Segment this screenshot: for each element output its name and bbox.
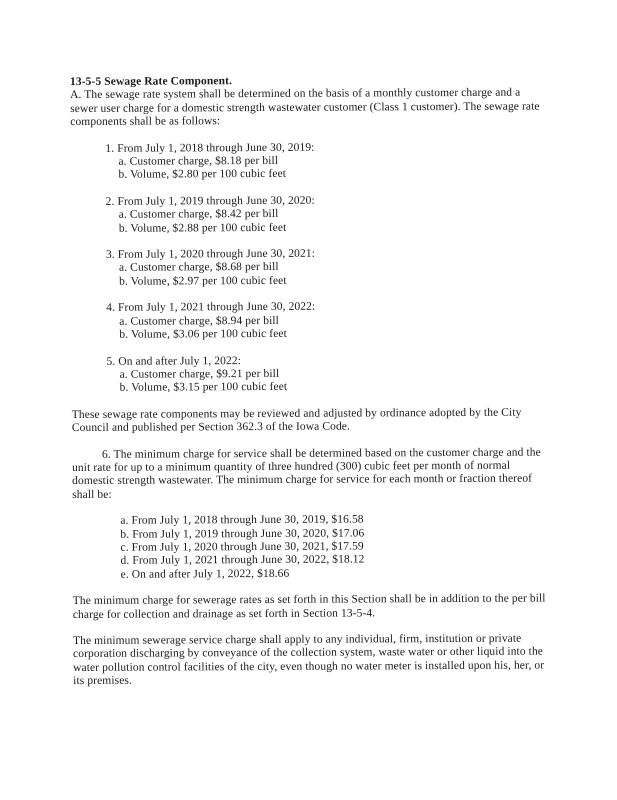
rate-period-block	[71, 193, 550, 236]
rate-period-item: a. Customer charge, $9.21 per bill	[119, 367, 280, 381]
minimum-charge-item: e. On and after July 1, 2022, $18.66	[120, 567, 290, 581]
rate-period-label: 4. From July 1, 2021 through June 30, 2022:	[106, 301, 316, 315]
document-content	[70, 73, 552, 701]
minimum-charge-item: a. From July 1, 2018 through June 30, 2019, $16.58	[120, 513, 364, 527]
rate-period-item: b. Volume, $2.80 per 100 cubic feet	[118, 168, 287, 182]
rate-period-item: b. Volume, $3.06 per 100 cubic feet	[119, 327, 287, 341]
minimum-charge-paragraph: 6. The minimum charge for service shall be determined based on the customer charge and the unit rate for up to a minimum quantity of three hundred (300) cubic feet per month of normal domestic strength wastewater. The minimum charge for service for each month or fraction thereof shall be:	[72, 446, 541, 501]
rate-period-block	[71, 353, 550, 396]
rate-period-block	[70, 140, 549, 183]
rate-period-label: 1. From July 1, 2018 through June 30, 2019:	[105, 141, 315, 155]
rate-period-item: a. Customer charge, $8.94 per bill	[119, 314, 280, 328]
review-paragraph: These sewage rate components may be reviewed and adjusted by ordinance adopted by the City Council and published per Section 362.3 of the Iowa Code.	[71, 406, 522, 435]
rate-period-item: b. Volume, $2.97 per 100 cubic feet	[119, 274, 287, 288]
minimum-charge-item: c. From July 1, 2020 through June 30, 2021, $17.59	[120, 540, 364, 554]
rate-period-label: 5. On and after July 1, 2022:	[106, 354, 242, 368]
minimum-charge-item: b. From July 1, 2019 through June 30, 2020, $17.06	[120, 527, 365, 541]
rate-period-block	[71, 300, 550, 343]
rate-period-label: 3. From July 1, 2020 through June 30, 2021:	[105, 247, 316, 261]
minimum-charge-item: d. From July 1, 2021 through June 30, 2022, $18.12	[120, 553, 365, 568]
rate-period-item: a. Customer charge, $8.42 per bill	[118, 208, 279, 221]
closing-paragraph: The minimum sewerage service charge shall apply to any individual, firm, institution or private corporation discharging by conveyance of the collection system, waste water or other liquid into the water pollution control facilities of the city, even though no water meter is installed upon his, her, or its premises.	[72, 632, 545, 688]
rate-period-label: 2. From July 1, 2019 through June 30, 2020:	[105, 194, 315, 208]
rate-period-item: b. Volume, $3.15 per 100 cubic feet	[119, 381, 288, 395]
addition-paragraph: The minimum charge for sewerage rates as set forth in this Section shall be in addition to the per bill charge for collection and drainage as set forth in Section 13-5-4.	[72, 592, 546, 621]
rate-period-item: a. Customer charge, $8.18 per bill	[118, 154, 279, 168]
rate-period-block	[71, 247, 550, 290]
section-heading: 13-5-5 Sewage Rate Component.	[70, 75, 233, 88]
intro-paragraph: A. The sewage rate system shall be determined on the basis of a monthly customer charge and a sewer user charge for a domestic strength wastewater customer (Class 1 customer). The sewage rate components shall be as follows:	[70, 87, 540, 129]
rate-period-item: b. Volume, $2.88 per 100 cubic feet	[118, 221, 287, 235]
minimum-charge-list	[72, 513, 551, 583]
rate-period-item: a. Customer charge, $8.68 per bill	[118, 261, 279, 275]
